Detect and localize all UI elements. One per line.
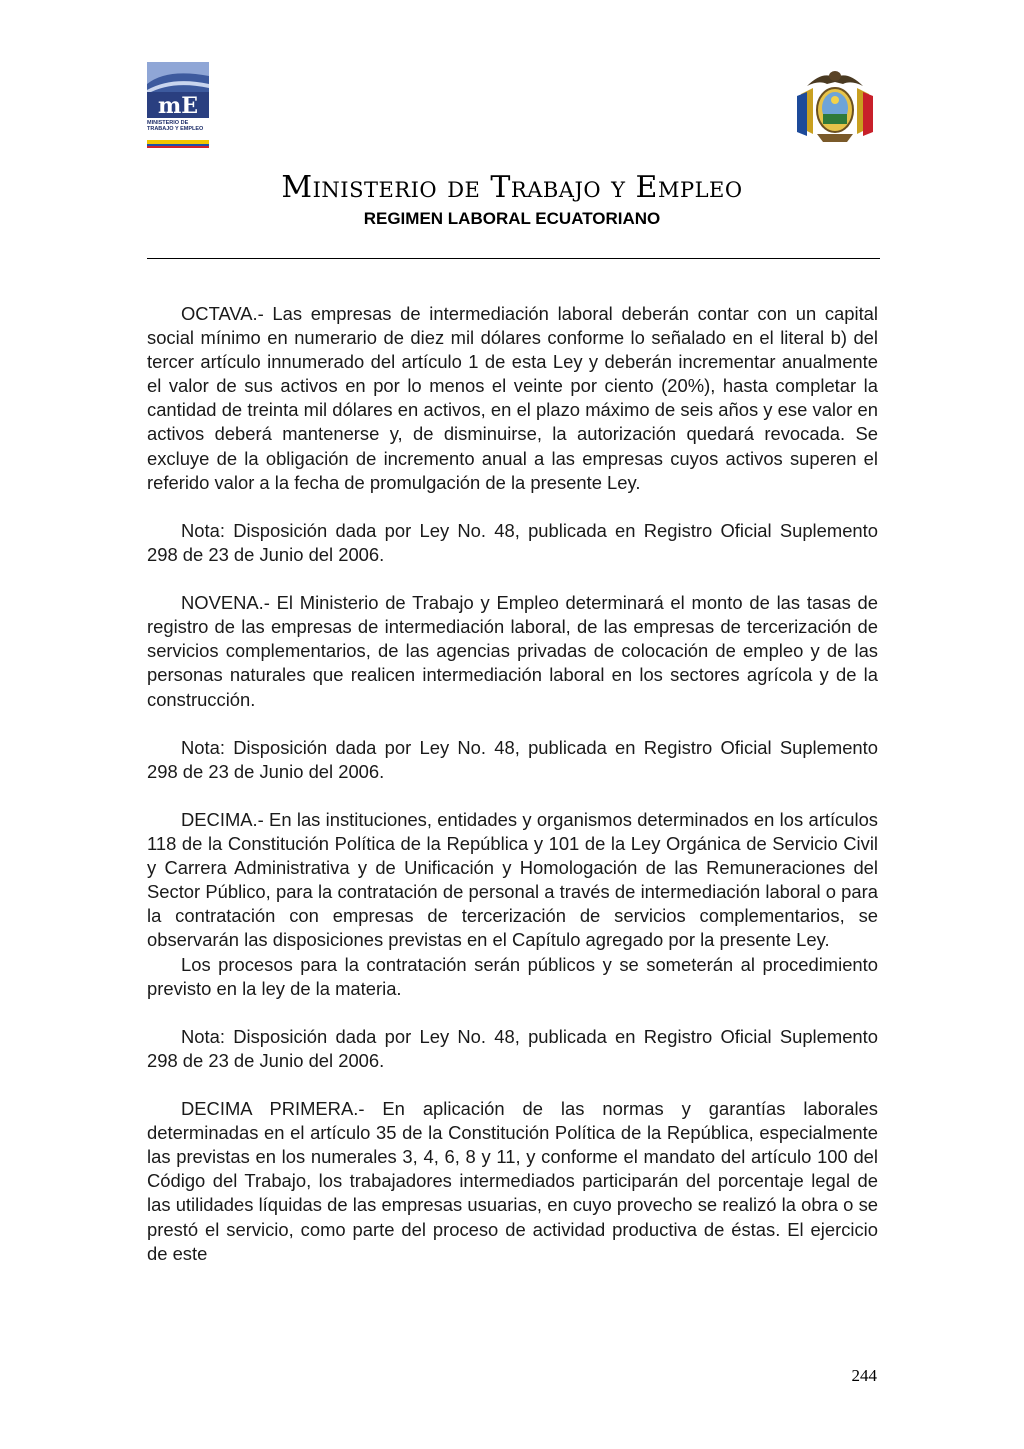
note-paragraph: Nota: Disposición dada por Ley No. 48, publicada en Registro Oficial Suplemento 298 de 23 de Junio del 2006. bbox=[147, 1025, 878, 1071]
ministry-logo bbox=[147, 62, 209, 148]
coat-of-arms-emblem bbox=[793, 64, 877, 146]
paragraph-decima-primera: DECIMA PRIMERA.- En aplicación de las normas y garantías laborales determinadas en el artículo 35 de la Constitución Política de la República, especialmente las previstas en los numerales 3, 4, 6, 8 y 11, y conforme el mandato del artículo 100 del Código del Trabajo, los trabajadores intermediados participarán del porcentaje legal de las utilidades líquidas de las empresas usuarias, en cuyo provecho se realizó la obra o se prestó el servicio, como parte del proceso de actividad productiva de éstas. El ejercicio de este bbox=[147, 1098, 878, 1264]
paragraph-decima-procesos: Los procesos para la contratación serán públicos y se someterán al procedimiento previsto en la ley de la materia. bbox=[147, 953, 878, 999]
document-body bbox=[147, 302, 878, 1266]
page-number: 244 bbox=[851, 1366, 877, 1385]
document-subtitle: REGIMEN LABORAL ECUATORIANO bbox=[363, 209, 661, 228]
ministry-logo-text: MINISTERIO DE TRABAJO Y EMPLEO bbox=[147, 120, 204, 132]
paragraph-octava: OCTAVA.- Las empresas de intermediación laboral deberán contar con un capital social mínimo en numerario de diez mil dólares conforme lo señalado en el literal b) del tercer artículo innumerado del artículo 1 de esta Ley y deberán incrementar anualmente el valor de sus activos en por lo menos el veinte por ciento (20%), hasta completar la cantidad de treinta mil dólares en activos, en el plazo máximo de seis años y ese valor en activos deberá mantenerse y, de disminuirse, la autorización quedará revocada. Se excluye de la obligación de incremento anual a las empresas cuyos activos superen el referido valor a la fecha de promulgación de la presente Ley. bbox=[147, 303, 878, 493]
paragraph-novena: NOVENA.- El Ministerio de Trabajo y Empleo determinará el monto de las tasas de registro de las empresas de intermediación laboral, de las empresas de tercerización de servicios complementarios, de las agencias privadas de colocación de empleo y de las personas naturales que realicen intermediación laboral en los sectores agrícola y de la construcción. bbox=[147, 592, 878, 710]
svg-text:mE: mE bbox=[157, 93, 199, 119]
note-paragraph: Nota: Disposición dada por Ley No. 48, publicada en Registro Oficial Suplemento 298 de 23 de Junio del 2006. bbox=[147, 519, 878, 565]
note-paragraph: Nota: Disposición dada por Ley No. 48, publicada en Registro Oficial Suplemento 298 de 23 de Junio del 2006. bbox=[147, 736, 878, 782]
paragraph-decima: DECIMA.- En las instituciones, entidades y organismos determinados en los artículos 118 de la Constitución Política de la República y 101 de la Ley Orgánica de Servicio Civil y Carrera Administrativa y de Unificación y Homologación de las Remuneraciones del Sector Público, para la contratación de personal a través de intermediación laboral o para la contratación con empresas de tercerización de servicios complementarios, se observarán las disposiciones previstas en el Capítulo agregado por la presente Ley. bbox=[147, 808, 878, 951]
header-divider bbox=[147, 258, 880, 259]
ministry-title: Ministerio de Trabajo y Empleo bbox=[281, 170, 743, 205]
